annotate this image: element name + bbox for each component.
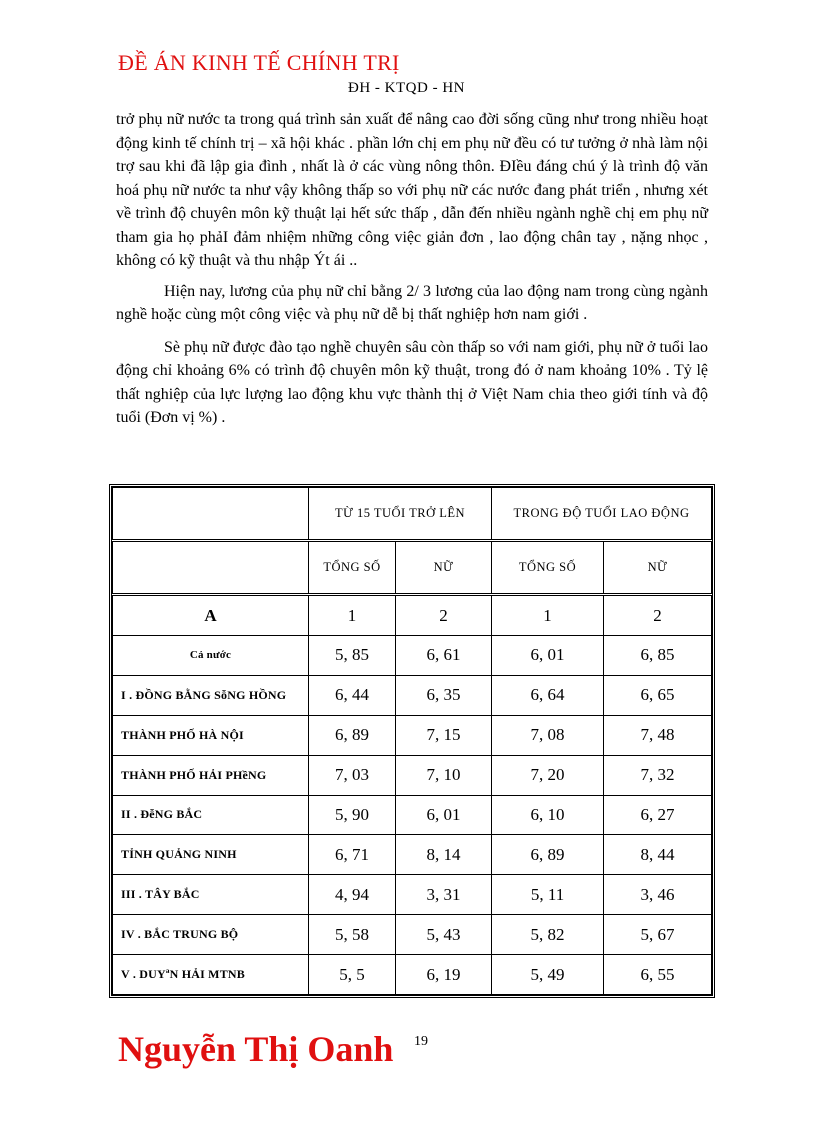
- sub-header: NỮ: [396, 541, 492, 595]
- page-number: 19: [414, 1034, 428, 1049]
- value-cell: 7, 20: [492, 755, 604, 795]
- value-cell: 6, 19: [396, 955, 492, 995]
- row-label: I . ĐỒNG BẰNG SỗNG HỒNG: [113, 675, 309, 715]
- value-cell: 5, 58: [309, 915, 396, 955]
- value-cell: 7, 32: [604, 755, 712, 795]
- value-cell: 3, 46: [604, 875, 712, 915]
- index-cell: 2: [604, 595, 712, 636]
- paragraph-1: trở phụ nữ nước ta trong quá trình sản xuất để nâng cao đời sống cũng như trong nhiều hoạt động kinh tế chính trị – xã hội khác . phần lớn chị em phụ nữ đều có tư tưởng ở nhà làm nội trợ sau khi đã lập gia đình , nhất là ở các vùng nông thôn. ĐIều đáng chú ý là trình độ văn hoá phụ nữ nước ta như vậy không thấp so với phụ nữ các nước đang phát triển , nhưng xét về trình độ chuyên môn kỹ thuật lại hết sức thấp , dẫn đến nhiều ngành nghề chị em phụ nữ tham gia họ phảI đảm nhiệm những công việc giản đơn , lao động chân tay , nặng nhọc , không có kỹ thuật và thu nhập Ýt ái ..: [116, 111, 708, 269]
- value-cell: 4, 94: [309, 875, 396, 915]
- index-cell: 1: [492, 595, 604, 636]
- value-cell: 6, 27: [604, 795, 712, 835]
- table-row: [113, 675, 712, 715]
- index-cell: A: [113, 595, 309, 636]
- value-cell: 5, 82: [492, 915, 604, 955]
- body-text: [116, 108, 708, 430]
- group-header-15-plus: TỪ 15 TUỔI TRỞ LÊN: [309, 488, 492, 541]
- value-cell: 7, 08: [492, 715, 604, 755]
- value-cell: 6, 44: [309, 675, 396, 715]
- table-row: [113, 875, 712, 915]
- value-cell: 7, 15: [396, 715, 492, 755]
- row-label: TỈNH QUẢNG NINH: [113, 835, 309, 875]
- document-title: ĐỀ ÁN KINH TẾ CHÍNH TRỊ: [118, 50, 400, 75]
- sub-header: TỔNG SỐ: [492, 541, 604, 595]
- table-row: [113, 835, 712, 875]
- group-header-working-age: TRONG ĐỘ TUỔI LAO ĐỘNG: [492, 488, 712, 541]
- value-cell: 5, 90: [309, 795, 396, 835]
- value-cell: 6, 85: [604, 636, 712, 676]
- value-cell: 6, 65: [604, 675, 712, 715]
- row-label: Cả nước: [113, 636, 309, 676]
- author-name: Nguyễn Thị Oanh: [118, 1029, 394, 1069]
- value-cell: 7, 48: [604, 715, 712, 755]
- table-row: [113, 636, 712, 676]
- value-cell: 7, 10: [396, 755, 492, 795]
- sub-header: NỮ: [604, 541, 712, 595]
- table-row: [113, 955, 712, 995]
- unemployment-table: [109, 484, 715, 998]
- value-cell: 8, 14: [396, 835, 492, 875]
- value-cell: 6, 71: [309, 835, 396, 875]
- row-label: IV . BẮC TRUNG BỘ: [113, 915, 309, 955]
- value-cell: 6, 89: [492, 835, 604, 875]
- table-corner-cell: [113, 488, 309, 541]
- row-label: V . DUYªN HẢI MTNB: [113, 955, 309, 995]
- value-cell: 6, 01: [396, 795, 492, 835]
- sub-header: TỔNG SỐ: [309, 541, 396, 595]
- value-cell: 6, 35: [396, 675, 492, 715]
- table-corner-cell: [113, 541, 309, 595]
- value-cell: 6, 64: [492, 675, 604, 715]
- table-row: [113, 795, 712, 835]
- index-cell: 2: [396, 595, 492, 636]
- table-row: [113, 915, 712, 955]
- value-cell: 6, 89: [309, 715, 396, 755]
- paragraph-2: Hiện nay, lương của phụ nữ chỉ bằng 2/ 3 lương của lao động nam trong cùng ngành nghề hoặc cùng một công việc và phụ nữ dễ bị thất nghiệp hơn nam giới .: [116, 282, 708, 323]
- value-cell: 8, 44: [604, 835, 712, 875]
- value-cell: 5, 43: [396, 915, 492, 955]
- document-subtitle: ĐH - KTQD - HN: [348, 80, 465, 96]
- value-cell: 5, 67: [604, 915, 712, 955]
- table-row: [113, 755, 712, 795]
- value-cell: 5, 11: [492, 875, 604, 915]
- row-label: III . TÂY BẮC: [113, 875, 309, 915]
- value-cell: 6, 01: [492, 636, 604, 676]
- value-cell: 7, 03: [309, 755, 396, 795]
- value-cell: 6, 10: [492, 795, 604, 835]
- value-cell: 3, 31: [396, 875, 492, 915]
- value-cell: 6, 55: [604, 955, 712, 995]
- index-cell: 1: [309, 595, 396, 636]
- value-cell: 5, 5: [309, 955, 396, 995]
- paragraph-3: Sè phụ nữ được đào tạo nghề chuyên sâu còn thấp so với nam giới, phụ nữ ở tuổi lao động chỉ khoảng 6% có trình độ chuyên môn kỹ thuật, trong đó ở nam khoảng 10% . Tỷ lệ thất nghiệp của lực lượng lao động khu vực thành thị ở Việt Nam chia theo giới tính và độ tuổi (Đơn vị %) .: [116, 338, 708, 426]
- row-label: II . ĐễNG BẮC: [113, 795, 309, 835]
- value-cell: 5, 49: [492, 955, 604, 995]
- value-cell: 6, 61: [396, 636, 492, 676]
- value-cell: 5, 85: [309, 636, 396, 676]
- row-label: THÀNH PHỐ HÀ NỘI: [113, 715, 309, 755]
- row-label: THÀNH PHỐ HẢI PHềNG: [113, 755, 309, 795]
- table-row: [113, 715, 712, 755]
